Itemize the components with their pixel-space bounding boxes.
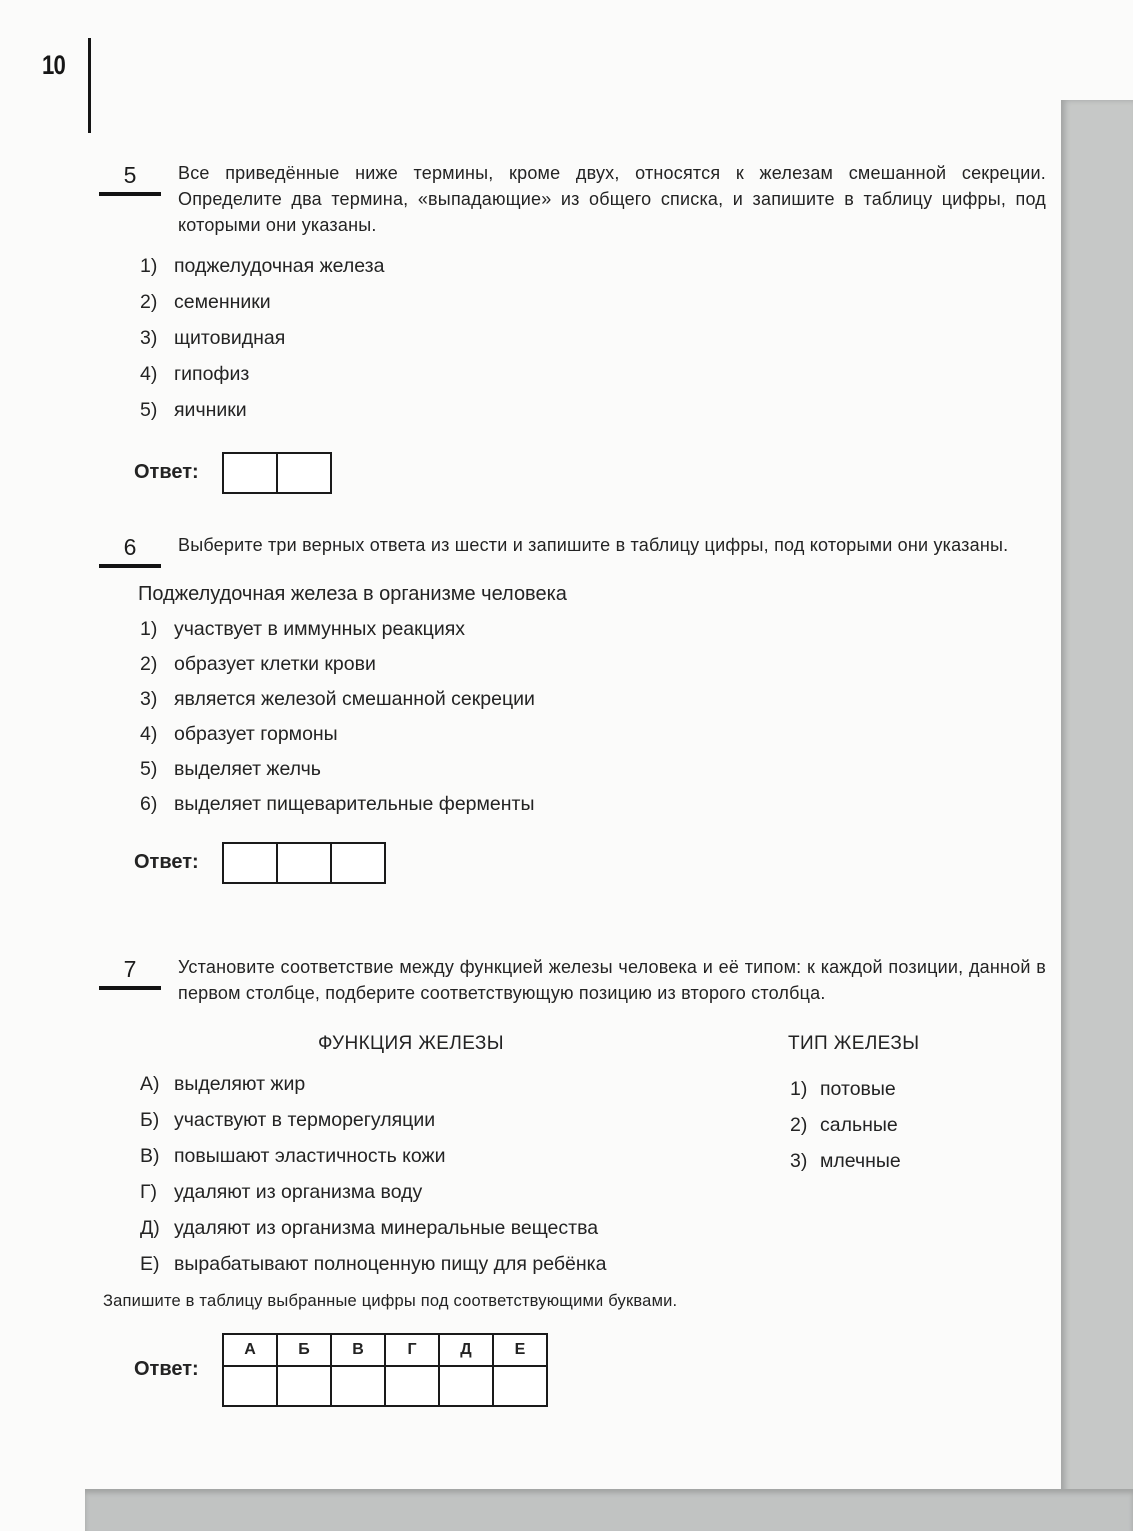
option-text: удаляют из организма воду xyxy=(174,1180,423,1203)
option-item xyxy=(140,688,1133,711)
option-number: 3) xyxy=(140,326,158,349)
margin-rule xyxy=(88,38,91,133)
question-stem: Поджелудочная железа в организме человека xyxy=(138,582,567,605)
question-7-left-options xyxy=(140,1073,1133,1276)
option-text: семенники xyxy=(174,290,271,313)
answer-row xyxy=(134,452,1133,494)
option-text: гипофиз xyxy=(174,362,250,385)
answer-cell xyxy=(439,1366,493,1406)
option-item xyxy=(790,1150,901,1173)
answer-cell xyxy=(276,452,332,494)
answer-table-header-cell: Д xyxy=(439,1334,493,1366)
question-5-options xyxy=(140,255,1133,422)
option-item xyxy=(140,1109,1133,1132)
answer-cell xyxy=(385,1366,439,1406)
option-text: образует гормоны xyxy=(174,722,338,745)
option-number: 5) xyxy=(140,398,158,421)
option-letter: Е) xyxy=(140,1252,160,1275)
match-column-headers xyxy=(0,1033,1133,1059)
answer-row xyxy=(134,842,1133,884)
answer-cell xyxy=(277,1366,331,1406)
option-text: вырабатывают полноценную пищу для ребёнка xyxy=(174,1252,607,1275)
answer-cell xyxy=(330,842,386,884)
option-number: 2) xyxy=(790,1114,808,1136)
option-number: 2) xyxy=(140,290,158,313)
option-item xyxy=(790,1078,901,1101)
option-item xyxy=(140,291,1133,314)
option-item xyxy=(140,255,1133,278)
option-text: повышают эластичность кожи xyxy=(174,1144,446,1167)
option-text: сальные xyxy=(820,1114,898,1136)
question-text: Выберите три верных ответа из шести и запишите в таблицу цифры, под которыми они указаны. xyxy=(178,535,1009,555)
option-item xyxy=(140,653,1133,676)
option-item xyxy=(140,363,1133,386)
answer-table-header-cell: Е xyxy=(493,1334,547,1366)
question-text: Все приведённые ниже термины, кроме двух, относятся к железам смешанной секреции. Определите два термина, «выпадающие» из общего списка, и запишите в таблицу цифры, под которыми они указаны. xyxy=(178,163,1046,235)
answer-table-header-cell: Г xyxy=(385,1334,439,1366)
option-text: является железой смешанной секреции xyxy=(174,687,535,710)
page-number: 10 xyxy=(42,50,65,80)
answer-boxes xyxy=(222,842,386,884)
option-text: яичники xyxy=(174,398,247,421)
option-item xyxy=(140,1217,1133,1240)
option-item xyxy=(140,1145,1133,1168)
option-text: щитовидная xyxy=(174,326,286,349)
question-number: 7 xyxy=(123,956,137,982)
option-letter: Б) xyxy=(140,1108,160,1131)
answer-cell xyxy=(222,842,278,884)
question-underline xyxy=(99,192,161,196)
answer-cell xyxy=(276,842,332,884)
option-number: 3) xyxy=(790,1150,808,1172)
option-item xyxy=(140,1253,1133,1276)
question-underline xyxy=(99,986,161,990)
option-text: удаляют из организма минеральные вещества xyxy=(174,1216,599,1239)
answer-cell xyxy=(222,452,278,494)
option-item xyxy=(140,723,1133,746)
answer-label: Ответ: xyxy=(134,851,199,874)
option-number: 5) xyxy=(140,757,158,780)
option-letter: Д) xyxy=(140,1216,160,1239)
question-7-marker xyxy=(99,956,161,990)
option-text: участвуют в терморегуляции xyxy=(174,1108,436,1131)
option-text: поджелудочная железа xyxy=(174,254,385,277)
option-number: 1) xyxy=(790,1078,808,1100)
option-text: выделяет желчь xyxy=(174,757,321,780)
option-number: 6) xyxy=(140,792,158,815)
option-text: выделяют жир xyxy=(174,1072,306,1095)
question-7 xyxy=(0,955,1133,1407)
question-number: 6 xyxy=(123,534,137,560)
option-item xyxy=(140,758,1133,781)
question-5 xyxy=(0,161,1133,494)
question-7-right-options xyxy=(790,1078,901,1173)
question-6 xyxy=(0,533,1133,884)
option-number: 2) xyxy=(140,652,158,675)
table-instruction: Запишите в таблицу выбранные цифры под соответствующими буквами. xyxy=(103,1291,678,1310)
question-5-marker xyxy=(99,162,161,196)
option-item xyxy=(140,793,1133,816)
question-text: Установите соответствие между функцией железы человека и её типом: к каждой позиции, данной в первом столбце, подберите соответствующую позицию из второго столбца. xyxy=(178,957,1046,1003)
option-text: потовые xyxy=(820,1078,896,1100)
option-text: млечные xyxy=(820,1150,901,1172)
answer-table-blank-row xyxy=(223,1366,547,1406)
option-number: 4) xyxy=(140,362,158,385)
option-number: 3) xyxy=(140,687,158,710)
answer-table xyxy=(222,1333,548,1407)
option-item xyxy=(140,1181,1133,1204)
scanner-margin-bottom xyxy=(85,1489,1133,1531)
question-6-marker xyxy=(99,534,161,568)
answer-table-header-cell: А xyxy=(223,1334,277,1366)
answer-table-header-cell: Б xyxy=(277,1334,331,1366)
option-number: 4) xyxy=(140,722,158,745)
right-column-header: ТИП ЖЕЛЕЗЫ xyxy=(788,1032,920,1054)
option-number: 1) xyxy=(140,617,158,640)
answer-table-header-row xyxy=(223,1334,547,1366)
question-underline xyxy=(99,564,161,568)
answer-table-header-cell: В xyxy=(331,1334,385,1366)
answer-cell xyxy=(223,1366,277,1406)
answer-cell xyxy=(331,1366,385,1406)
option-text: участвует в иммунных реакциях xyxy=(174,617,466,640)
option-text: образует клетки крови xyxy=(174,652,376,675)
left-column-header: ФУНКЦИЯ ЖЕЛЕЗЫ xyxy=(318,1032,504,1054)
answer-row xyxy=(134,1333,1133,1407)
option-item xyxy=(790,1114,901,1137)
answer-label: Ответ: xyxy=(134,461,199,484)
answer-cell xyxy=(493,1366,547,1406)
option-number: 1) xyxy=(140,254,158,277)
option-letter: Г) xyxy=(140,1180,158,1203)
question-6-options xyxy=(140,618,1133,816)
option-item xyxy=(140,1073,1133,1096)
answer-boxes xyxy=(222,452,332,494)
option-item xyxy=(140,399,1133,422)
question-number: 5 xyxy=(123,162,137,188)
option-letter: А) xyxy=(140,1072,160,1095)
option-letter: В) xyxy=(140,1144,160,1167)
option-text: выделяет пищеварительные ферменты xyxy=(174,792,535,815)
option-item xyxy=(140,327,1133,350)
answer-label: Ответ: xyxy=(134,1358,199,1381)
option-item xyxy=(140,618,1133,641)
